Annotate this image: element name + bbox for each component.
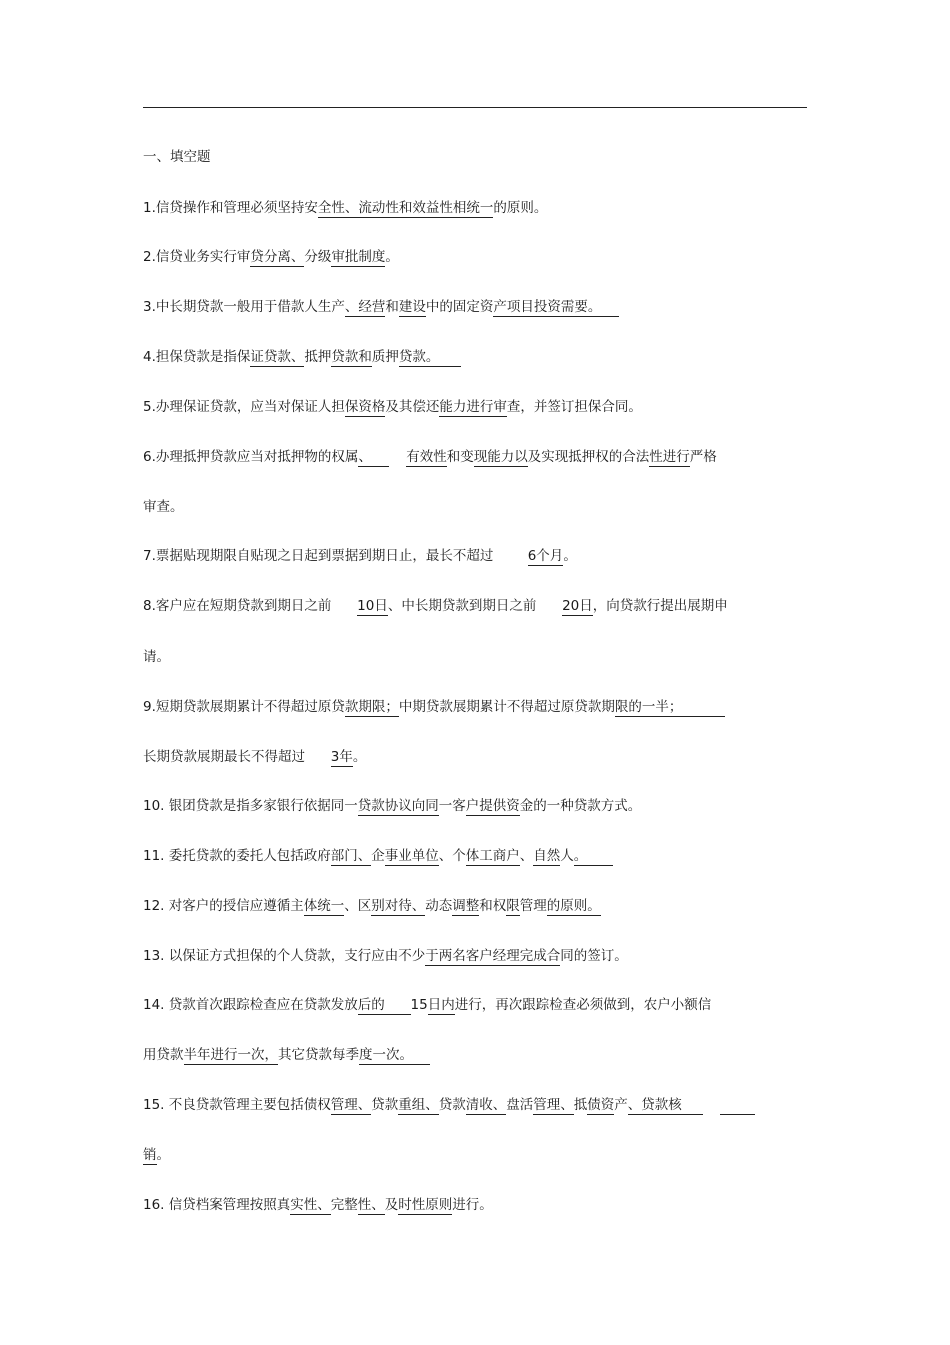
question-text: 16. 信贷档案管理按照真 [143,1197,291,1213]
answer-blank: 时性原则 [398,1197,453,1213]
question-line [143,995,711,1015]
answer-blank: 后的 [357,997,411,1013]
answer-blank: 6个月 [527,548,564,564]
question-text: 6.办理抵押贷款应当对抵押物的权属 [143,449,359,465]
answer-blank [720,1097,754,1115]
question-text: 。 [563,548,577,564]
answer-blank: 的原则。 [546,898,601,914]
answer-blank: 能力进行审 [439,399,507,415]
question-text: 11. 委托贷款的委托人包括政府 [143,848,331,864]
question-text: 9.短期贷款展期累计不得超过原贷 [143,699,345,715]
answer-blank: 贷分离、 [250,249,305,265]
question-text: 进行，再次跟踪检查必须做到，农户小额信 [454,997,712,1013]
question-line [143,1145,170,1165]
question-text: 人 [560,848,574,864]
header-rule [143,107,807,108]
question-line [143,1045,430,1065]
question-text: 和权 [479,898,507,914]
question-text: 长期贷款展期最长不得超过 [143,749,331,765]
answer-blank: 款期限； [344,699,399,715]
question-line [143,596,728,616]
question-line [143,647,170,667]
answer-blank: 3年 [330,749,353,765]
answer-blank: 别对待、 [371,898,426,914]
answer-blank: 调整 [452,898,480,914]
answer-blank: 贷款协议向同 [357,798,439,814]
question-line [143,896,601,916]
answer-blank: 有效性 [406,449,447,465]
question-text: 、 [519,848,534,864]
question-text: 一客 [438,798,466,814]
question-line [143,497,184,517]
answer-blank: 审批制度 [331,249,386,265]
question-text: 3.中长期贷款一般用于借款人生产 [143,299,345,315]
question-text: 及实现抵押权的合法 [527,449,650,465]
question-line [143,297,619,317]
question-text: 14. 贷款首次跟踪检查应在贷款发放 [143,997,358,1013]
question-text [703,1097,720,1113]
question-line [143,447,717,467]
question-text: 质押 [371,349,399,365]
answer-blank: 性、 [357,1197,385,1213]
question-text: 及其偿还 [385,399,440,415]
question-text: 同的签订。 [560,948,628,964]
question-line [143,796,641,816]
answer-blank: 证贷款、 [250,349,305,365]
section-title: 一、填空题 [143,149,211,165]
answer-blank: 度一次。 [359,1047,431,1063]
question-text: 查，并签订担保合同。 [506,399,642,415]
question-text: 企 [371,848,385,864]
question-line [143,697,725,717]
question-text: ，向贷款行提出展期申 [592,598,728,614]
question-text: 5.办理保证贷款，应当对保证人担 [143,399,345,415]
question-text: 动态 [425,898,453,914]
answer-blank: 事业单位 [384,848,439,864]
answer-blank: 日内 [427,997,455,1013]
question-text: 15 [410,997,428,1013]
question-line [143,198,547,218]
question-text: 13. 以保证方式担保的个人贷款，支行应由不少 [143,948,426,964]
answer-blank: 、贷款核 [627,1097,704,1113]
question-text: 贷款 [371,1097,399,1113]
answer-blank: 销 [143,1147,157,1163]
question-text: 用贷款 [143,1047,184,1063]
answer-blank: 保资格 [344,399,386,415]
answer-blank: 贷款。 [398,349,461,365]
question-text: 请。 [143,649,170,665]
question-text: 进行。 [452,1197,493,1213]
answer-blank: 10日 [357,598,388,614]
answer-blank: 。 [573,848,614,864]
answer-blank: 性进行 [649,449,690,465]
question-line [143,247,399,267]
question-line [143,846,613,866]
answer-blank: 体统一 [303,898,345,914]
answer-blank: 体工商户 [465,848,520,864]
question-text: 。 [352,749,367,765]
answer-blank: 贷款和 [331,349,372,365]
answer-blank: 限的一半； [614,699,726,715]
answer-blank: 户提供资 [465,798,520,814]
question-line [143,397,642,417]
answer-blank: 于两名客户经理完成合 [425,948,561,964]
question-line [143,546,577,566]
answer-blank: 部门、 [330,848,372,864]
question-text: 抵押 [304,349,332,365]
answer-blank: 全性、流动性和效益性相统一 [317,200,494,216]
answer-blank: 管理、 [533,1097,574,1113]
answer-blank: 清收、 [465,1097,507,1113]
question-text: 完整 [330,1197,358,1213]
question-text: 其它贷款每季 [278,1047,359,1063]
question-text: 和 [385,299,399,315]
question-text: 中的固定资 [425,299,494,315]
question-text: 7.票据贴现期限自贴现之日起到票据到期日止，最长不超过 [143,548,528,564]
answer-blank: 管理、 [330,1097,372,1113]
question-text [389,449,406,465]
question-text: 。 [385,249,399,265]
answer-blank: 建设 [398,299,426,315]
question-text: 。 [156,1147,170,1163]
question-text: 15. 不良贷款管理主要包括债权 [143,1097,331,1113]
answer-blank: 产项目投资需要。 [493,299,619,315]
answer-blank: 限 [506,898,520,914]
question-text: 的原则。 [493,200,548,216]
question-text: 12. 对客户的授信应遵循主 [143,898,304,914]
question-line [143,946,628,966]
question-text: 、个 [438,848,466,864]
answer-blank: 实性、 [290,1197,331,1213]
question-text: 分级 [304,249,332,265]
question-line [143,747,366,767]
answer-blank: 、经营 [344,299,386,315]
answer-blank: 半年进行一次， [183,1047,278,1063]
question-text: 中期贷款展期累计不得超过原贷款期 [398,699,615,715]
question-line [143,1095,755,1115]
question-text: 金的一种贷款方式。 [519,798,642,814]
question-text: 和变 [446,449,474,465]
answer-blank: 债资 [587,1097,615,1113]
question-line [143,1195,493,1215]
question-text: 1.信贷操作和管理必须坚持安 [143,200,318,216]
answer-blank: 20日 [562,598,593,614]
answer-blank: 自然 [533,848,561,864]
question-text: 2.信贷业务实行审 [143,249,251,265]
question-text: 4.担保贷款是指保 [143,349,251,365]
answer-blank: 、 [358,449,390,465]
question-text: 10. 银团贷款是指多家银行依据同一 [143,798,358,814]
question-text: 8.客户应在短期贷款到期日之前 [143,598,358,614]
question-text: 产 [614,1097,628,1113]
question-text: 、中长期贷款到期日之前 [387,598,563,614]
question-text: 、区 [344,898,372,914]
question-text: 抵 [573,1097,588,1113]
question-text: 审查。 [143,499,184,515]
question-text: 贷款 [438,1097,466,1113]
question-text: 及 [384,1197,399,1213]
question-text: 盘活 [506,1097,534,1113]
question-line [143,347,461,367]
question-text: 严格 [689,449,717,465]
answer-blank: 重组、 [398,1097,439,1113]
answer-blank: 现能力以 [473,449,528,465]
question-text: 管理 [519,898,547,914]
